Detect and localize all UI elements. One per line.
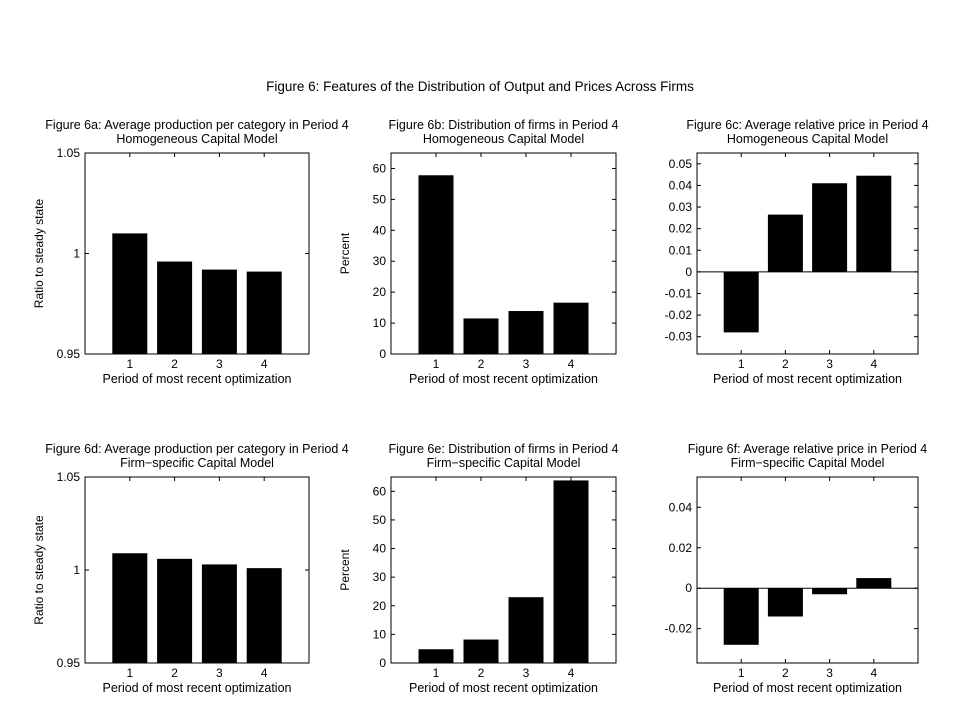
- chart-2-xlabel: Period of most recent optimization: [409, 372, 598, 386]
- chart-4-ytick-label: 0.95: [56, 656, 80, 670]
- chart-5-ytick-label: 60: [372, 484, 386, 499]
- chart-6-xtick-label: 1: [737, 666, 745, 680]
- chart-6-bar-1: [724, 588, 759, 645]
- chart-3-subtitle: Homogeneous Capital Model: [726, 132, 889, 146]
- chart-4-ylabel: Ratio to steady state: [32, 515, 46, 625]
- chart-5-xtick-label: 4: [567, 666, 575, 680]
- chart-3-ytick-label: 0: [685, 264, 692, 279]
- chart-3-bar-2: [768, 215, 803, 272]
- chart-4-bar-2: [157, 559, 192, 663]
- chart-5-xtick-label: 3: [522, 666, 530, 680]
- chart-1-bar-4: [247, 272, 282, 354]
- chart-2-ytick-label: 20: [372, 285, 386, 300]
- chart-2-ylabel: Percent: [338, 232, 352, 275]
- chart-1-subtitle: Homogeneous Capital Model: [116, 132, 278, 146]
- chart-5-title: Figure 6e: Distribution of firms in Period 4: [388, 442, 619, 456]
- chart-5-xtick-label: 1: [432, 666, 440, 680]
- chart-2-ytick-label: 0: [379, 347, 386, 361]
- chart-1-ytick-label: 0.95: [56, 347, 80, 361]
- chart-1-ylabel: Ratio to steady state: [32, 198, 46, 309]
- chart-2-bar-3: [509, 311, 544, 354]
- chart-1-bar-1: [112, 233, 147, 354]
- chart-4-xtick-label: 1: [126, 666, 134, 680]
- chart-2-xtick-label: 1: [432, 357, 440, 371]
- chart-5-ytick-label: 10: [372, 627, 386, 642]
- chart-1-bar-2: [157, 262, 192, 354]
- chart-6-xtick-label: 4: [870, 666, 878, 680]
- chart-1-xtick-label: 1: [126, 357, 134, 371]
- chart-5-ytick-label: 20: [372, 598, 386, 613]
- chart-3-ytick-label: 0.02: [668, 221, 692, 236]
- chart-6-ytick-label: 0.04: [668, 500, 692, 515]
- chart-1-title: Figure 6a: Average production per category in Period 4: [45, 118, 349, 132]
- chart-1-bar-3: [202, 270, 237, 354]
- chart-6-ytick-label: -0.02: [664, 621, 692, 636]
- chart-4-bar-3: [202, 564, 237, 663]
- chart-3-xtick-label: 2: [782, 357, 789, 371]
- chart-2-subtitle: Homogeneous Capital Model: [422, 132, 585, 146]
- chart-1-xtick-label: 4: [260, 357, 268, 371]
- chart-5-ytick-label: 0: [379, 656, 386, 670]
- chart-3-ytick-label: -0.01: [664, 286, 692, 301]
- chart-5-ytick-label: 50: [372, 512, 386, 527]
- figure-title: Figure 6: Features of the Distribution of Output and Prices Across Firms: [266, 79, 694, 94]
- chart-5-bar-3: [509, 597, 544, 663]
- chart-2-ytick-label: 40: [372, 223, 386, 238]
- chart-6-subtitle: Firm−specific Capital Model: [730, 456, 885, 470]
- chart-1-ytick-label: 1: [73, 246, 80, 261]
- chart-5-ytick-label: 30: [372, 570, 386, 585]
- chart-2-xtick-label: 4: [567, 357, 575, 371]
- chart-2-bar-2: [464, 318, 499, 354]
- chart-4-ytick-label: 1.05: [56, 470, 80, 484]
- chart-6-xtick-label: 3: [826, 666, 833, 680]
- chart-2-bar-4: [554, 303, 589, 354]
- chart-3-xtick-label: 1: [737, 357, 745, 371]
- chart-4-subtitle: Firm−specific Capital Model: [120, 456, 274, 470]
- chart-4-ytick-label: 1: [73, 563, 80, 577]
- chart-5-xlabel: Period of most recent optimization: [409, 681, 598, 695]
- chart-6-xlabel: Period of most recent optimization: [713, 681, 902, 695]
- chart-5-ylabel: Percent: [338, 549, 352, 591]
- chart-2-bar-1: [419, 175, 454, 354]
- chart-3-ytick-label: 0.01: [668, 243, 692, 258]
- chart-3-xtick-label: 3: [826, 357, 833, 371]
- chart-3-bar-4: [856, 176, 891, 272]
- chart-6-bar-3: [812, 588, 847, 594]
- chart-6-ytick-label: 0: [685, 581, 692, 596]
- chart-4-xtick-label: 4: [260, 666, 268, 680]
- chart-6-ytick-label: 0.02: [668, 540, 692, 555]
- chart-2-ytick-label: 10: [372, 316, 386, 331]
- chart-6-bar-4: [856, 578, 891, 588]
- chart-5-xtick-label: 2: [477, 666, 485, 680]
- chart-4-xlabel: Period of most recent optimization: [102, 681, 292, 695]
- chart-4-title: Figure 6d: Average production per category in Period 4: [45, 442, 349, 456]
- chart-3-bar-1: [724, 272, 759, 333]
- chart-3-xlabel: Period of most recent optimization: [713, 372, 902, 386]
- chart-2-xtick-label: 2: [477, 357, 485, 371]
- chart-5-ytick-label: 40: [372, 541, 386, 556]
- chart-3-bar-3: [812, 183, 847, 272]
- chart-4-bar-4: [247, 568, 282, 663]
- chart-3-ytick-label: 0.05: [668, 156, 692, 171]
- chart-3-ytick-label: 0.04: [668, 178, 692, 193]
- chart-5-bar-4: [554, 480, 589, 663]
- chart-3-ytick-label: -0.03: [664, 329, 692, 344]
- chart-2-xtick-label: 3: [522, 357, 530, 371]
- chart-2-ytick-label: 30: [372, 254, 386, 269]
- chart-3-ytick-label: 0.03: [668, 200, 692, 215]
- chart-1-xlabel: Period of most recent optimization: [102, 372, 292, 386]
- chart-4-xtick-label: 2: [171, 666, 178, 680]
- chart-6-title: Figure 6f: Average relative price in Period 4: [687, 442, 928, 456]
- chart-6-bar-2: [768, 588, 803, 616]
- chart-3-xtick-label: 4: [870, 357, 878, 371]
- chart-1-xtick-label: 2: [171, 357, 178, 371]
- chart-5-subtitle: Firm−specific Capital Model: [426, 456, 581, 470]
- chart-4-xtick-label: 3: [216, 666, 223, 680]
- chart-1-xtick-label: 3: [216, 357, 223, 371]
- chart-6-xtick-label: 2: [782, 666, 789, 680]
- chart-2-ytick-label: 60: [372, 161, 386, 176]
- chart-2-ytick-label: 50: [372, 192, 386, 207]
- chart-3-ytick-label: -0.02: [664, 308, 692, 323]
- chart-3-title: Figure 6c: Average relative price in Period 4: [686, 118, 929, 132]
- chart-2-title: Figure 6b: Distribution of firms in Period 4: [388, 118, 619, 132]
- chart-1-ytick-label: 1.05: [56, 146, 80, 160]
- chart-4-bar-1: [112, 553, 147, 663]
